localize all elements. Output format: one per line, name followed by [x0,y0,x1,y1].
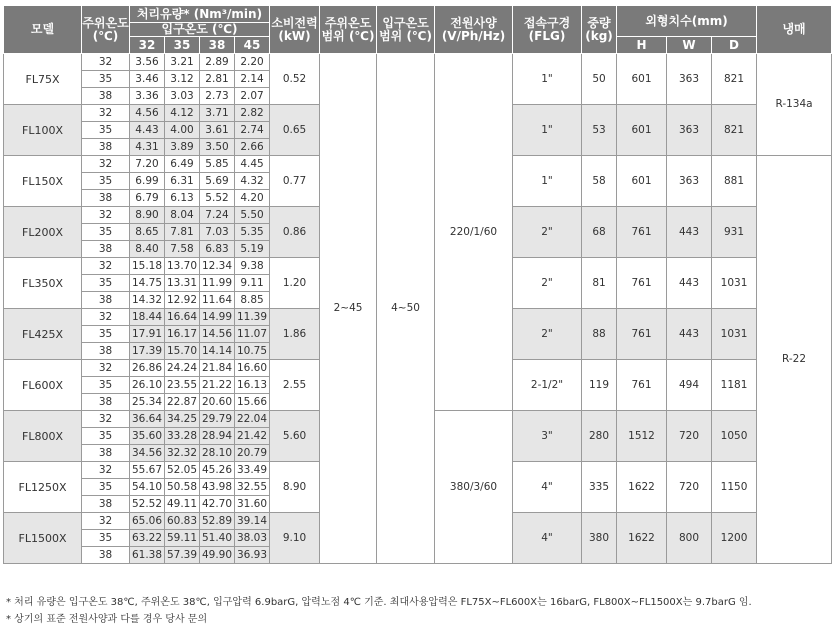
flow-cell: 13.31 [165,275,200,292]
ambient-temp-cell: 35 [82,122,130,139]
header-weight: 중량 (kg) [582,6,617,54]
flow-cell: 25.34 [130,394,165,411]
spec-table-body [4,54,832,564]
ambient-temp-cell: 35 [82,377,130,394]
flow-cell: 4.31 [130,139,165,156]
dim-h-cell: 1512 [617,411,667,462]
flow-cell: 2.66 [235,139,270,156]
flow-cell: 9.38 [235,258,270,275]
flow-cell: 28.94 [200,428,235,445]
dim-w-cell: 720 [667,411,712,462]
ambient-temp-cell: 32 [82,513,130,530]
dim-w-cell: 720 [667,462,712,513]
flow-cell: 3.56 [130,54,165,71]
flow-cell: 17.91 [130,326,165,343]
weight-cell: 280 [582,411,617,462]
connection-cell: 4" [513,513,582,564]
dim-d-cell: 1050 [712,411,757,462]
weight-cell: 335 [582,462,617,513]
flow-cell: 3.03 [165,88,200,105]
weight-cell: 68 [582,207,617,258]
footnote-flow-basis: * 처리 유량은 입구온도 38℃, 주위온도 38℃, 입구압력 6.9barG, 압력노점 4℃ 기준. 최대사용압력은 FL75X~FL600X는 16barG, FL800X~FL1500X는 9.7barG 임. [6,597,752,608]
power-spec-cell-three: 380/3/60 [435,411,513,564]
dim-w-cell: 443 [667,258,712,309]
flow-cell: 17.39 [130,343,165,360]
ambient-temp-cell: 32 [82,360,130,377]
power-cell: 0.86 [270,207,320,258]
footnote-power-spec: * 상기의 표준 전원사양과 다를 경우 당사 문의 [6,614,208,625]
ambient-temp-cell: 35 [82,326,130,343]
flow-cell: 4.00 [165,122,200,139]
flow-cell: 20.79 [235,445,270,462]
flow-cell: 21.42 [235,428,270,445]
flow-cell: 16.64 [165,309,200,326]
connection-cell: 1" [513,156,582,207]
power-cell: 8.90 [270,462,320,513]
dim-d-cell: 1031 [712,258,757,309]
flow-cell: 3.71 [200,105,235,122]
power-cell: 0.77 [270,156,320,207]
flow-cell: 7.03 [200,224,235,241]
flow-cell: 61.38 [130,547,165,564]
ambient-temp-cell: 38 [82,190,130,207]
dim-d-cell: 931 [712,207,757,258]
model-name: FL1250X [4,462,82,513]
flow-cell: 14.14 [200,343,235,360]
ambient-temp-cell: 35 [82,479,130,496]
flow-cell: 55.67 [130,462,165,479]
flow-cell: 6.79 [130,190,165,207]
flow-cell: 6.31 [165,173,200,190]
flow-cell: 5.85 [200,156,235,173]
flow-cell: 33.49 [235,462,270,479]
flow-cell: 32.55 [235,479,270,496]
dim-w-cell: 800 [667,513,712,564]
dim-h-cell: 601 [617,105,667,156]
flow-cell: 8.04 [165,207,200,224]
power-cell: 2.55 [270,360,320,411]
flow-cell: 8.90 [130,207,165,224]
flow-cell: 65.06 [130,513,165,530]
flow-cell: 2.82 [235,105,270,122]
header-dim-h: H [617,37,667,54]
flow-cell: 3.50 [200,139,235,156]
flow-cell: 13.70 [165,258,200,275]
flow-cell: 4.43 [130,122,165,139]
header-dim-d: D [712,37,757,54]
flow-cell: 15.18 [130,258,165,275]
spec-table-container [3,5,831,564]
flow-cell: 11.99 [200,275,235,292]
dim-d-cell: 1181 [712,360,757,411]
flow-cell: 36.64 [130,411,165,428]
model-name: FL200X [4,207,82,258]
dim-w-cell: 363 [667,156,712,207]
flow-cell: 2.07 [235,88,270,105]
flow-cell: 6.83 [200,241,235,258]
dim-h-cell: 601 [617,54,667,105]
ambient-temp-cell: 32 [82,309,130,326]
connection-cell: 1" [513,105,582,156]
flow-cell: 52.89 [200,513,235,530]
ambient-temp-cell: 32 [82,156,130,173]
flow-cell: 12.92 [165,292,200,309]
flow-cell: 11.39 [235,309,270,326]
flow-cell: 34.25 [165,411,200,428]
flow-cell: 9.11 [235,275,270,292]
weight-cell: 88 [582,309,617,360]
ambient-temp-cell: 38 [82,445,130,462]
flow-cell: 43.98 [200,479,235,496]
flow-cell: 51.40 [200,530,235,547]
flow-cell: 11.64 [200,292,235,309]
flow-cell: 15.70 [165,343,200,360]
refrigerant-cell-r22: R-22 [757,156,832,564]
flow-cell: 35.60 [130,428,165,445]
power-cell: 0.52 [270,54,320,105]
footnotes [6,594,752,628]
weight-cell: 58 [582,156,617,207]
header-model: 모델 [4,6,82,54]
ambient-temp-cell: 32 [82,105,130,122]
dim-d-cell: 881 [712,156,757,207]
flow-cell: 34.56 [130,445,165,462]
flow-cell: 7.58 [165,241,200,258]
ambient-temp-cell: 32 [82,462,130,479]
connection-cell: 2" [513,207,582,258]
dim-w-cell: 494 [667,360,712,411]
flow-cell: 3.21 [165,54,200,71]
power-cell: 5.60 [270,411,320,462]
flow-cell: 33.28 [165,428,200,445]
flow-cell: 23.55 [165,377,200,394]
flow-cell: 26.86 [130,360,165,377]
dim-w-cell: 443 [667,207,712,258]
weight-cell: 81 [582,258,617,309]
flow-cell: 4.56 [130,105,165,122]
header-ambient-temp: 주위온도 (℃) [82,6,130,54]
weight-cell: 53 [582,105,617,156]
flow-cell: 14.56 [200,326,235,343]
flow-cell: 21.22 [200,377,235,394]
flow-cell: 36.93 [235,547,270,564]
flow-cell: 29.79 [200,411,235,428]
power-cell: 1.20 [270,258,320,309]
model-name: FL1500X [4,513,82,564]
model-name: FL100X [4,105,82,156]
flow-cell: 52.05 [165,462,200,479]
model-name: FL75X [4,54,82,105]
flow-cell: 14.99 [200,309,235,326]
ambient-temp-cell: 38 [82,139,130,156]
header-inlet-temp: 입구온도 (℃) [130,23,270,37]
flow-cell: 5.52 [200,190,235,207]
header-power: 소비전력 (kW) [270,6,320,54]
ambient-temp-cell: 38 [82,394,130,411]
flow-cell: 10.75 [235,343,270,360]
flow-cell: 15.66 [235,394,270,411]
flow-cell: 3.46 [130,71,165,88]
ambient-temp-cell: 35 [82,224,130,241]
dim-h-cell: 761 [617,258,667,309]
connection-cell: 4" [513,462,582,513]
dim-h-cell: 1622 [617,462,667,513]
inlet-range-cell: 4~50 [377,54,435,564]
header-dimensions: 외형치수(mm) [617,6,757,37]
ambient-temp-cell: 32 [82,258,130,275]
ambient-temp-cell: 38 [82,88,130,105]
dim-w-cell: 363 [667,105,712,156]
flow-cell: 12.34 [200,258,235,275]
flow-cell: 11.07 [235,326,270,343]
weight-cell: 119 [582,360,617,411]
flow-cell: 14.75 [130,275,165,292]
ambient-temp-cell: 35 [82,71,130,88]
dim-h-cell: 761 [617,207,667,258]
ambient-temp-cell: 38 [82,241,130,258]
header-dim-w: W [667,37,712,54]
flow-cell: 2.74 [235,122,270,139]
flow-cell: 5.35 [235,224,270,241]
model-name: FL350X [4,258,82,309]
flow-cell: 32.32 [165,445,200,462]
flow-cell: 16.60 [235,360,270,377]
connection-cell: 1" [513,54,582,105]
flow-cell: 3.36 [130,88,165,105]
dim-w-cell: 443 [667,309,712,360]
flow-cell: 4.32 [235,173,270,190]
flow-cell: 63.22 [130,530,165,547]
header-ambient-range: 주위온도 범위 (℃) [320,6,377,54]
flow-cell: 6.13 [165,190,200,207]
flow-cell: 14.32 [130,292,165,309]
flow-cell: 38.03 [235,530,270,547]
weight-cell: 380 [582,513,617,564]
power-spec-cell-single: 220/1/60 [435,54,513,411]
dim-w-cell: 363 [667,54,712,105]
flow-cell: 3.61 [200,122,235,139]
model-name: FL800X [4,411,82,462]
header-inlet-temp-32: 32 [130,37,165,54]
dim-h-cell: 601 [617,156,667,207]
flow-cell: 49.11 [165,496,200,513]
ambient-temp-cell: 32 [82,411,130,428]
ambient-temp-cell: 38 [82,496,130,513]
flow-cell: 26.10 [130,377,165,394]
flow-cell: 4.45 [235,156,270,173]
ambient-temp-cell: 38 [82,547,130,564]
flow-cell: 4.12 [165,105,200,122]
flow-cell: 60.83 [165,513,200,530]
ambient-temp-cell: 38 [82,343,130,360]
flow-cell: 3.89 [165,139,200,156]
spec-table [3,5,832,564]
flow-cell: 2.81 [200,71,235,88]
dim-h-cell: 761 [617,360,667,411]
flow-cell: 45.26 [200,462,235,479]
flow-cell: 8.85 [235,292,270,309]
dim-h-cell: 761 [617,309,667,360]
table-row [4,54,832,71]
weight-cell: 50 [582,54,617,105]
power-cell: 1.86 [270,309,320,360]
flow-cell: 22.87 [165,394,200,411]
flow-cell: 5.50 [235,207,270,224]
flow-cell: 2.89 [200,54,235,71]
ambient-temp-cell: 38 [82,292,130,309]
flow-cell: 2.20 [235,54,270,71]
flow-cell: 20.60 [200,394,235,411]
ambient-temp-cell: 35 [82,428,130,445]
connection-cell: 2" [513,309,582,360]
flow-cell: 22.04 [235,411,270,428]
flow-cell: 31.60 [235,496,270,513]
ambient-temp-cell: 32 [82,207,130,224]
model-name: FL600X [4,360,82,411]
flow-cell: 57.39 [165,547,200,564]
ambient-temp-cell: 32 [82,54,130,71]
header-inlet-temp-45: 45 [235,37,270,54]
flow-cell: 49.90 [200,547,235,564]
header-refrigerant: 냉매 [757,6,832,54]
flow-cell: 16.13 [235,377,270,394]
flow-cell: 59.11 [165,530,200,547]
model-name: FL150X [4,156,82,207]
connection-cell: 3" [513,411,582,462]
flow-cell: 5.69 [200,173,235,190]
dim-d-cell: 1150 [712,462,757,513]
flow-cell: 2.14 [235,71,270,88]
header-flow: 처리유량* (Nm³/min) [130,6,270,23]
flow-cell: 7.20 [130,156,165,173]
flow-cell: 21.84 [200,360,235,377]
model-name: FL425X [4,309,82,360]
flow-cell: 4.20 [235,190,270,207]
header-inlet-range: 입구온도 범위 (℃) [377,6,435,54]
flow-cell: 52.52 [130,496,165,513]
dim-d-cell: 1031 [712,309,757,360]
flow-cell: 8.40 [130,241,165,258]
dim-d-cell: 821 [712,54,757,105]
flow-cell: 8.65 [130,224,165,241]
flow-cell: 7.81 [165,224,200,241]
connection-cell: 2" [513,258,582,309]
ambient-temp-cell: 35 [82,173,130,190]
flow-cell: 6.49 [165,156,200,173]
dim-d-cell: 1200 [712,513,757,564]
flow-cell: 6.99 [130,173,165,190]
ambient-range-cell: 2~45 [320,54,377,564]
header-inlet-temp-38: 38 [200,37,235,54]
ambient-temp-cell: 35 [82,530,130,547]
power-cell: 0.65 [270,105,320,156]
flow-cell: 50.58 [165,479,200,496]
flow-cell: 16.17 [165,326,200,343]
flow-cell: 54.10 [130,479,165,496]
flow-cell: 28.10 [200,445,235,462]
flow-cell: 3.12 [165,71,200,88]
dim-d-cell: 821 [712,105,757,156]
flow-cell: 42.70 [200,496,235,513]
flow-cell: 39.14 [235,513,270,530]
flow-cell: 2.73 [200,88,235,105]
connection-cell: 2-1/2" [513,360,582,411]
flow-cell: 5.19 [235,241,270,258]
flow-cell: 7.24 [200,207,235,224]
dim-h-cell: 1622 [617,513,667,564]
flow-cell: 24.24 [165,360,200,377]
flow-cell: 18.44 [130,309,165,326]
refrigerant-cell-r134a: R-134a [757,54,832,156]
ambient-temp-cell: 35 [82,275,130,292]
header-power-spec: 전원사양 (V/Ph/Hz) [435,6,513,54]
header-connection: 접속구경 (FLG) [513,6,582,54]
power-cell: 9.10 [270,513,320,564]
header-inlet-temp-35: 35 [165,37,200,54]
